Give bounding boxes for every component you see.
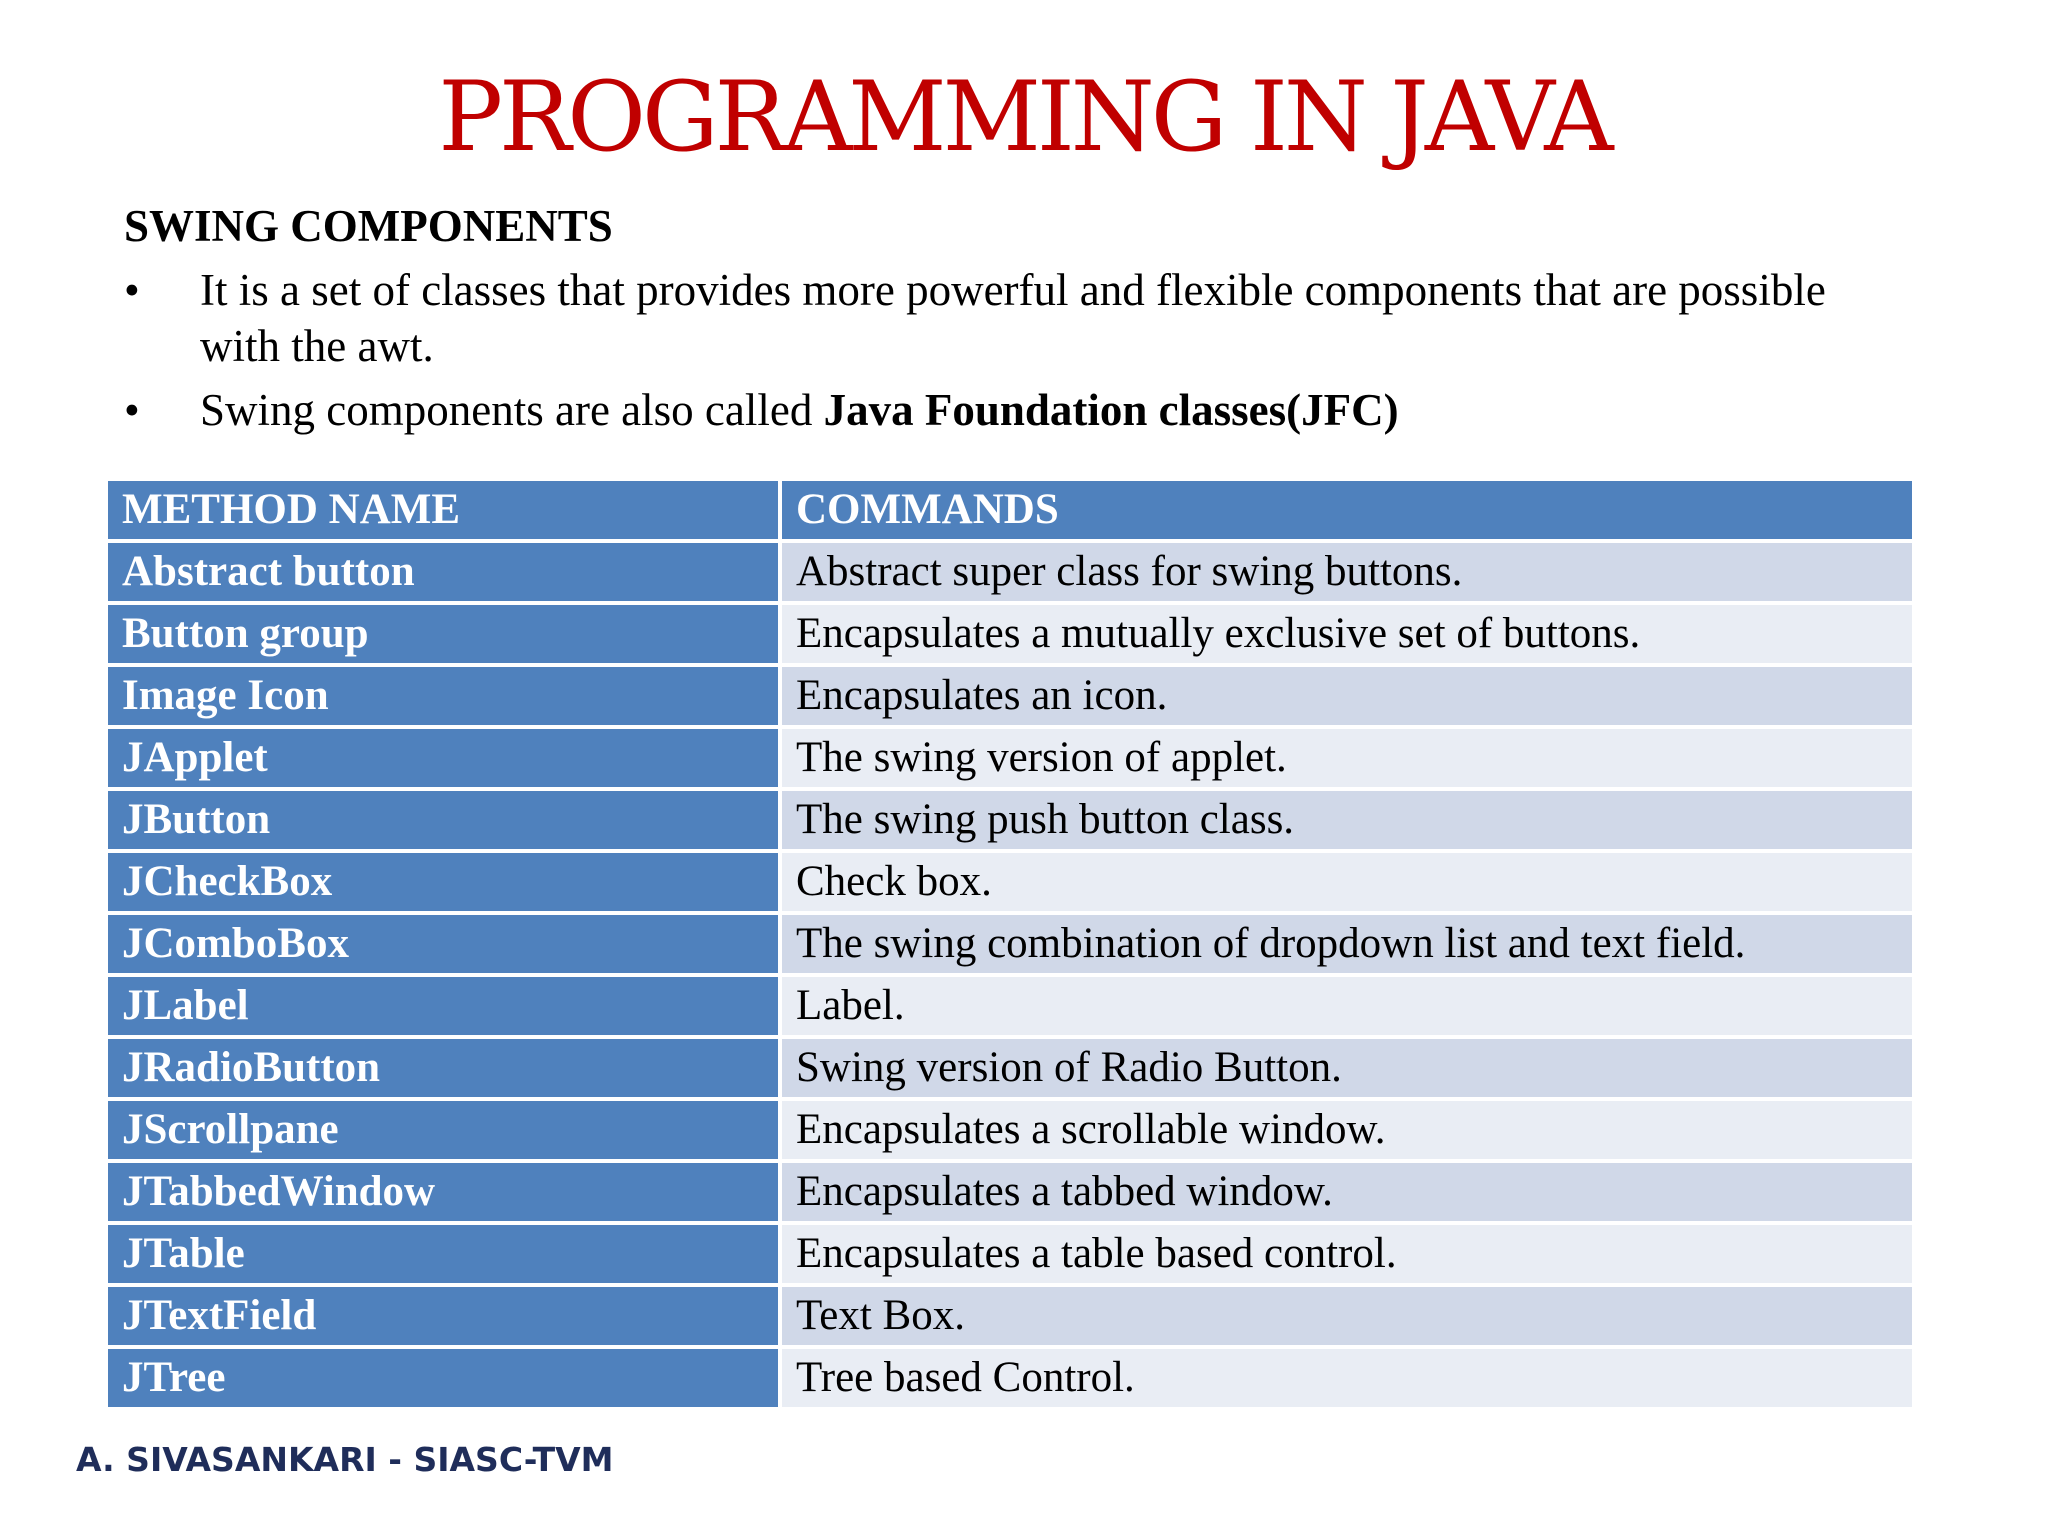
command-cell: Encapsulates a table based control. <box>780 1223 1914 1285</box>
table-row <box>106 1037 1914 1099</box>
header-commands: COMMANDS <box>780 479 1914 541</box>
section-heading: SWING COMPONENTS <box>124 201 613 251</box>
command-cell: Abstract super class for swing buttons. <box>780 541 1914 603</box>
method-name-cell: Button group <box>106 603 780 665</box>
command-cell: Text Box. <box>780 1285 1914 1347</box>
table-row <box>106 1285 1914 1347</box>
command-cell: Encapsulates a tabbed window. <box>780 1161 1914 1223</box>
table-row <box>106 1347 1914 1409</box>
command-cell: The swing combination of dropdown list and text field. <box>780 913 1914 975</box>
command-cell: The swing version of applet. <box>780 727 1914 789</box>
bullet-text: Swing components are also called <box>200 385 824 435</box>
method-name-cell: JTable <box>106 1223 780 1285</box>
table-row <box>106 1099 1914 1161</box>
method-name-cell: JCheckBox <box>106 851 780 913</box>
method-name-cell: Abstract button <box>106 541 780 603</box>
table-row <box>106 913 1914 975</box>
author-footer: A. SIVASANKARI - SIASC-TVM <box>76 1440 614 1479</box>
table-row <box>106 541 1914 603</box>
method-name-cell: JLabel <box>106 975 780 1037</box>
method-name-cell: Image Icon <box>106 665 780 727</box>
method-name-cell: JScrollpane <box>106 1099 780 1161</box>
table-row <box>106 975 1914 1037</box>
command-cell: Label. <box>780 975 1914 1037</box>
command-cell: Encapsulates an icon. <box>780 665 1914 727</box>
table-row <box>106 665 1914 727</box>
method-name-cell: JTabbedWindow <box>106 1161 780 1223</box>
table-row <box>106 851 1914 913</box>
command-cell: Swing version of Radio Button. <box>780 1037 1914 1099</box>
bullet-text: It is a set of classes that provides more powerful and flexible components that are possible with the awt. <box>200 265 1826 371</box>
bullet-dot: • <box>124 385 140 435</box>
method-name-cell: JTextField <box>106 1285 780 1347</box>
command-cell: Encapsulates a mutually exclusive set of buttons. <box>780 603 1914 665</box>
method-name-cell: JButton <box>106 789 780 851</box>
bullet-item <box>124 262 1884 374</box>
method-name-cell: JComboBox <box>106 913 780 975</box>
swing-components-table <box>104 477 1916 1411</box>
table-row <box>106 1161 1914 1223</box>
bullet-list <box>124 262 1884 446</box>
header-method-name: METHOD NAME <box>106 479 780 541</box>
command-cell: The swing push button class. <box>780 789 1914 851</box>
method-name-cell: JTree <box>106 1347 780 1409</box>
command-cell: Encapsulates a scrollable window. <box>780 1099 1914 1161</box>
table-row <box>106 789 1914 851</box>
bullet-bold-text: Java Foundation classes(JFC) <box>823 385 1399 435</box>
table-row <box>106 603 1914 665</box>
command-cell: Tree based Control. <box>780 1347 1914 1409</box>
command-cell: Check box. <box>780 851 1914 913</box>
table-row <box>106 727 1914 789</box>
table-header-row <box>106 479 1914 541</box>
method-name-cell: JRadioButton <box>106 1037 780 1099</box>
table-row <box>106 1223 1914 1285</box>
bullet-item <box>124 382 1884 438</box>
slide-title: PROGRAMMING IN JAVA <box>438 61 1610 173</box>
bullet-dot: • <box>124 265 140 315</box>
method-name-cell: JApplet <box>106 727 780 789</box>
